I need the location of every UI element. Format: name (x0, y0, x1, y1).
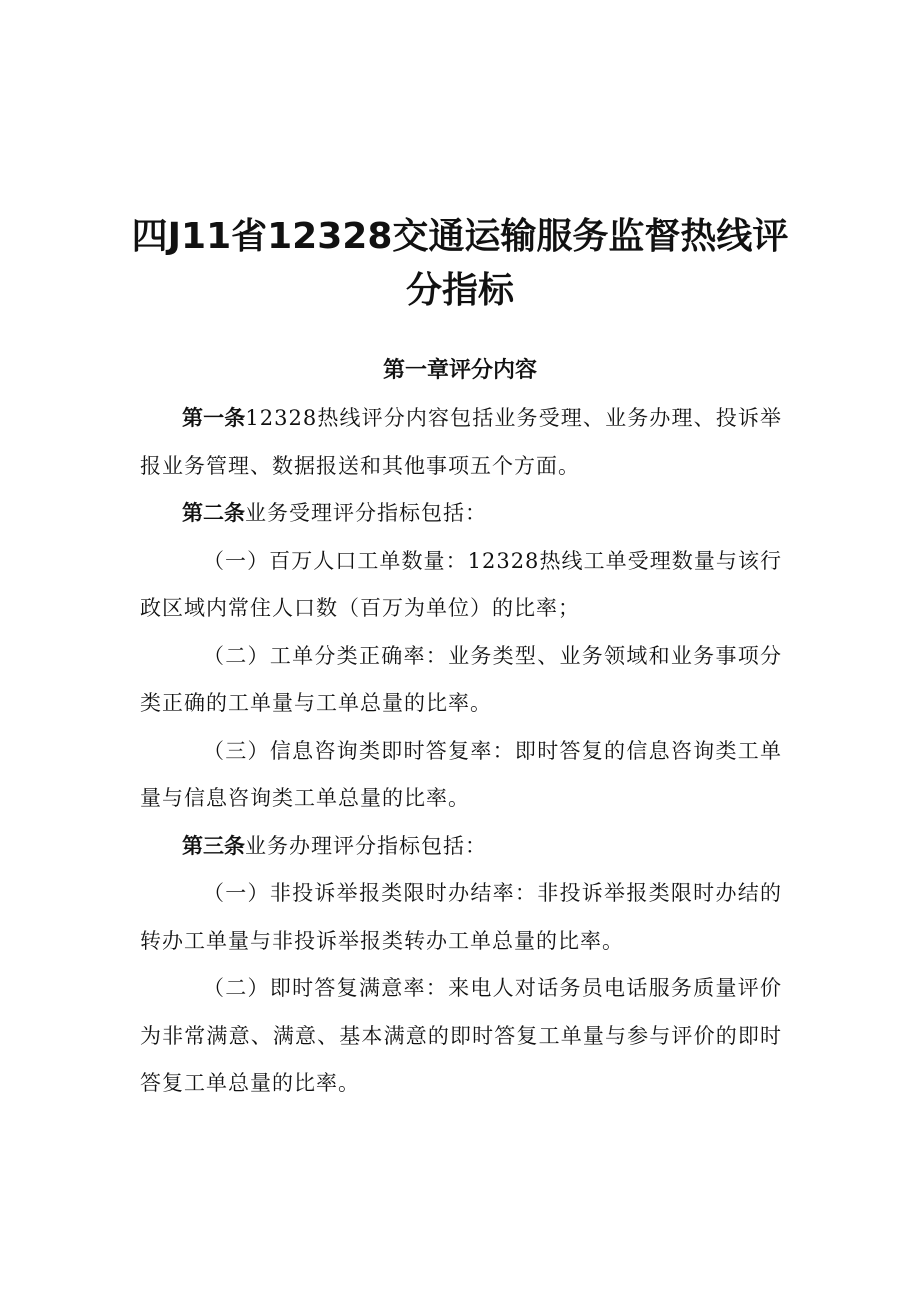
article-paragraph (140, 395, 782, 490)
document-title: 四J11省12328交通运输服务监督热线评分指标 (131, 216, 789, 311)
article-label: 第一条 (182, 406, 246, 430)
paragraph-text: 12328热线评分内容包括业务受理、业务办理、投诉举报业务管理、数据报送和其他事项五个方面。 (140, 406, 782, 478)
chapter-heading: 第一章评分内容 (382, 358, 537, 383)
article-label: 第二条 (182, 501, 245, 525)
paragraph-text: 业务办理评分指标包括： (245, 833, 487, 858)
article-paragraph (140, 490, 782, 538)
item-paragraph: （一）百万人口工单数量：12328热线工单受理数量与该行政区域内常住人口数（百万为单位）的比率； (140, 548, 782, 620)
paragraph-text: 业务受理评分指标包括： (245, 501, 487, 525)
article-label: 第三条 (182, 833, 245, 858)
item-paragraph: （二）即时答复满意率：来电人对话务员电话服务质量评价为非常满意、满意、基本满意的即时答复工单量与参与评价的即时答复工单总量的比率。 (140, 976, 782, 1095)
article-paragraph (140, 823, 782, 871)
document-body (140, 395, 782, 1108)
item-paragraph: （三）信息咨询类即时答复率：即时答复的信息咨询类工单量与信息咨询类工单总量的比率。 (140, 738, 782, 810)
item-paragraph: （一）非投诉举报类限时办结率：非投诉举报类限时办结的转办工单量与非投诉举报类转办工单总量的比率。 (140, 881, 782, 953)
item-paragraph: （二）工单分类正确率：业务类型、业务领域和业务事项分类正确的工单量与工单总量的比率。 (140, 643, 782, 715)
